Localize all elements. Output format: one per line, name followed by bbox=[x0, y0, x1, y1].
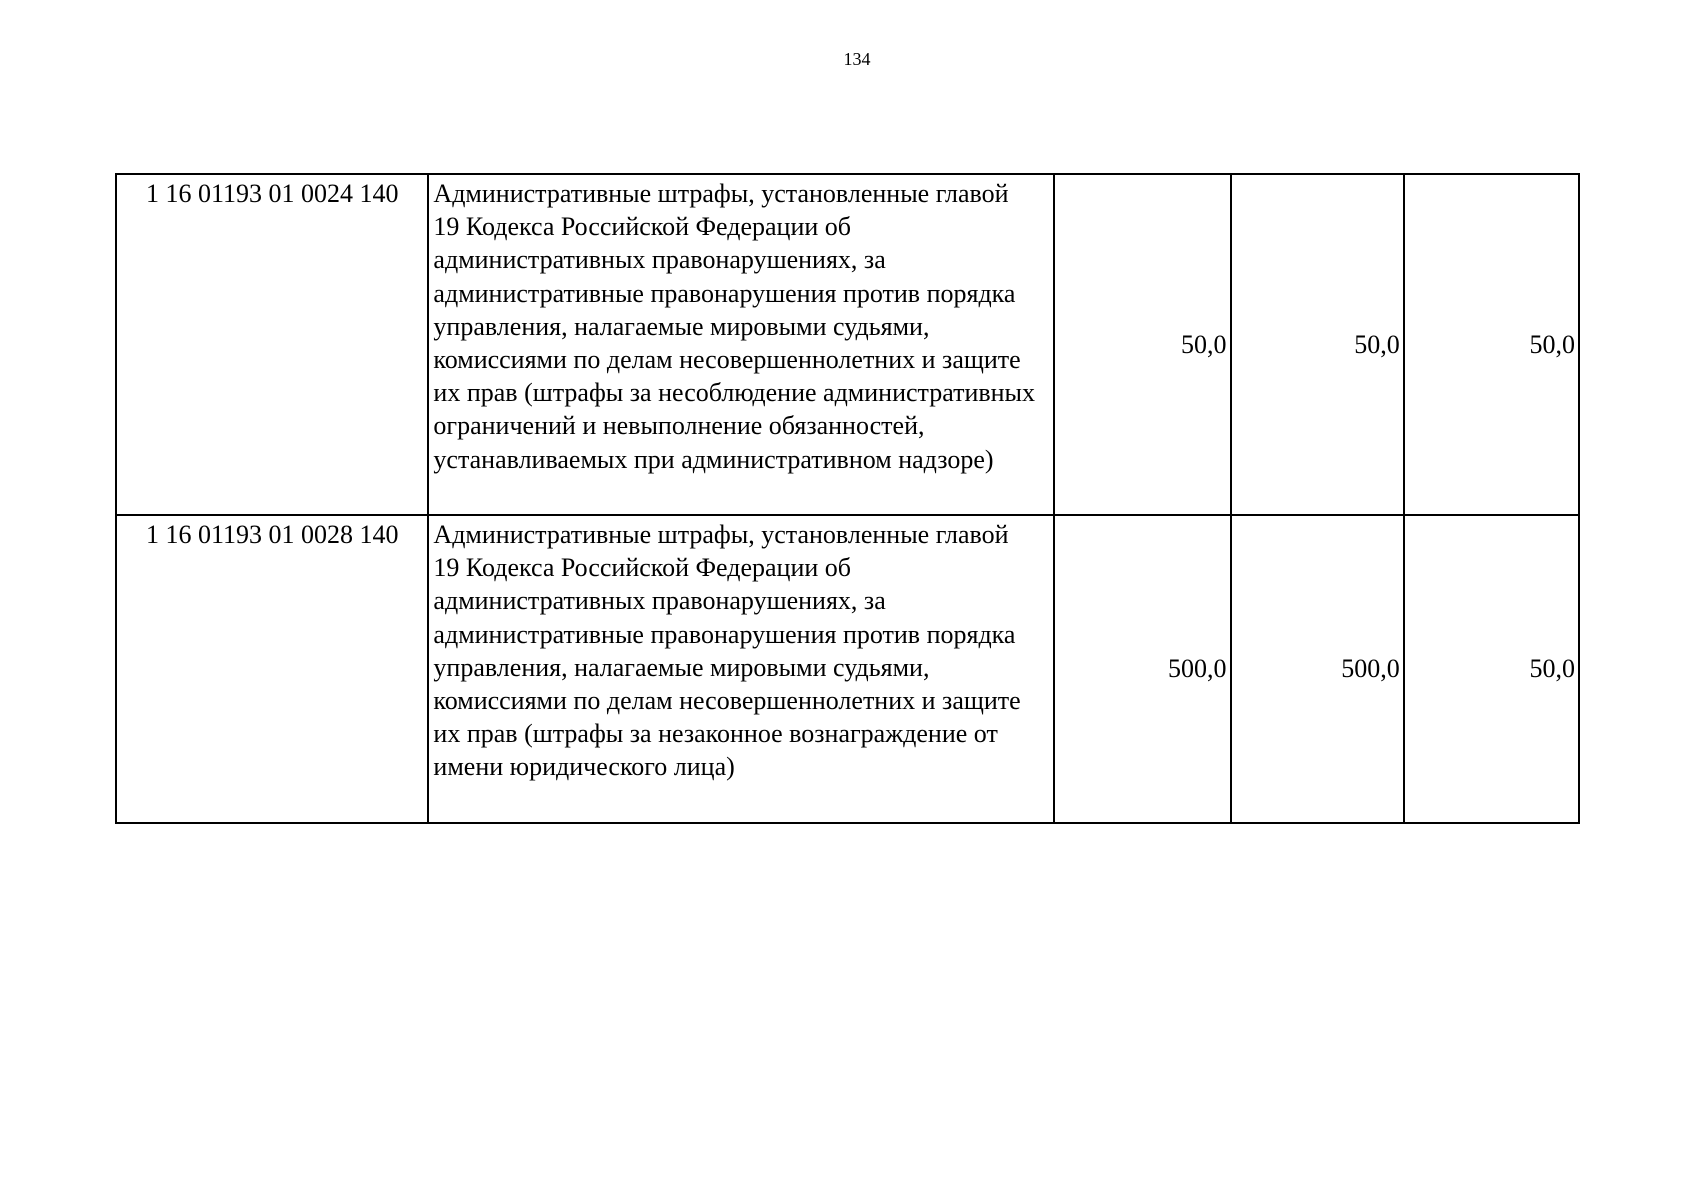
table-row bbox=[116, 174, 1579, 515]
value-cell-2: 50,0 bbox=[1231, 174, 1404, 515]
description-line: управления, налагаемые мировыми судьями, bbox=[433, 652, 930, 682]
value-cell-3: 50,0 bbox=[1404, 174, 1579, 515]
description-line: их прав (штрафы за незаконное вознаграждение от bbox=[433, 719, 998, 749]
description-line: административных правонарушениях, за bbox=[433, 245, 886, 275]
description-line: Административные штрафы, установленные главой bbox=[433, 179, 1009, 208]
description-line: административные правонарушения против порядка bbox=[433, 278, 1016, 308]
value-cell-1: 500,0 bbox=[1054, 515, 1230, 823]
description-line: 19 Кодекса Российской Федерации об bbox=[433, 212, 852, 242]
description-line: 19 Кодекса Российской Федерации об bbox=[433, 553, 852, 583]
description-line: имени юридического лица) bbox=[433, 752, 735, 782]
description-line: Административные штрафы, установленные главой bbox=[433, 520, 1009, 549]
description-line: ограничений и невыполнение обязанностей, bbox=[433, 411, 925, 441]
description-cell bbox=[428, 515, 1054, 823]
budget-code-cell: 1 16 01193 01 0024 140 bbox=[116, 174, 428, 515]
description-cell bbox=[428, 174, 1054, 515]
description-line: административные правонарушения против порядка bbox=[433, 619, 1016, 649]
value-cell-1: 50,0 bbox=[1054, 174, 1230, 515]
budget-table bbox=[115, 173, 1580, 824]
description-line: управления, налагаемые мировыми судьями, bbox=[433, 311, 930, 341]
value-cell-2: 500,0 bbox=[1231, 515, 1404, 823]
description-line: их прав (штрафы за несоблюдение административных bbox=[433, 378, 1036, 408]
page-number: 134 bbox=[843, 49, 871, 69]
budget-code-cell: 1 16 01193 01 0028 140 bbox=[116, 515, 428, 823]
table-row bbox=[116, 515, 1579, 823]
value-cell-3: 50,0 bbox=[1404, 515, 1579, 823]
description-line: комиссиями по делам несовершеннолетних и защите bbox=[433, 686, 1021, 716]
description-line: комиссиями по делам несовершеннолетних и защите bbox=[433, 345, 1021, 375]
description-line: административных правонарушениях, за bbox=[433, 586, 886, 616]
description-line: устанавливаемых при административном надзоре) bbox=[433, 444, 994, 474]
